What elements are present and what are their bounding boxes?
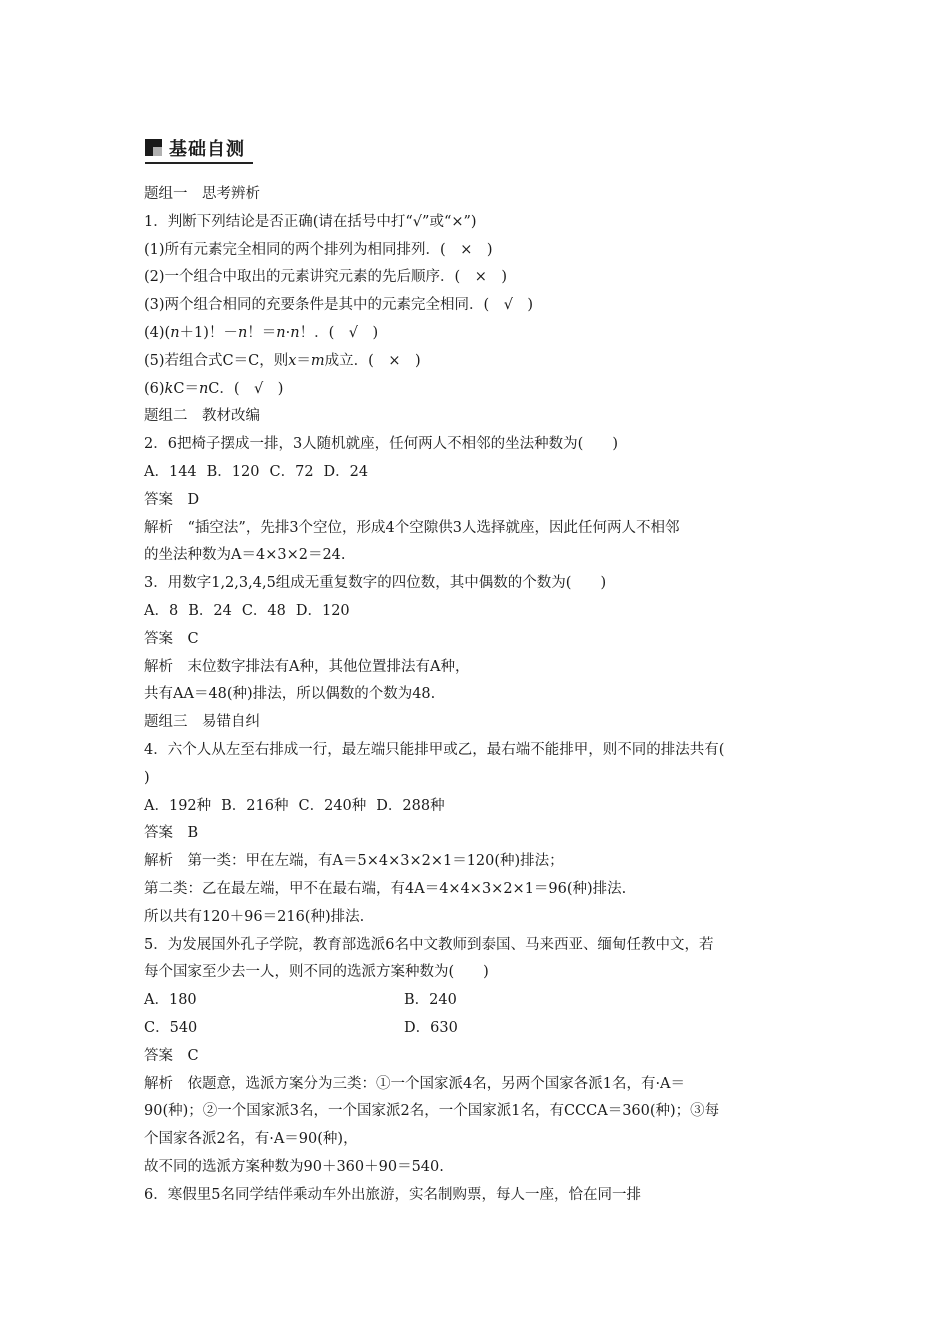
question-1-stem: 1．判断下列结论是否正确(请在括号中打“√”或“×”)	[144, 213, 477, 230]
question-1-item-2: (2)一个组合中取出的元素讲究元素的先后顺序．( × )	[144, 269, 508, 286]
question-3-stem: 3．用数字1,2,3,4,5组成无重复数字的四位数，其中偶数的个数为( )	[144, 575, 607, 592]
option-b: B．240	[404, 992, 457, 1009]
option-a: A．8	[144, 602, 179, 619]
question-5-stem-1: 5．为发展国外孔子学院，教育部选派6名中文教师到泰国、马来西亚、缅甸任教中文，若	[144, 936, 714, 953]
question-1-item-6: (6)kC＝nC．( √ )	[144, 380, 284, 397]
question-1-item-1: (1)所有元素完全相同的两个排列为相同排列．( × )	[144, 241, 493, 258]
exercise-content	[144, 181, 809, 1209]
question-3-answer: 答案 C	[144, 630, 199, 647]
question-2-analysis-1: 解析 “插空法”，先排3个空位，形成4个空隙供3人选择就座，因此任何两人不相邻	[144, 519, 680, 536]
question-4-stem-2: )	[144, 769, 150, 786]
question-4-analysis-2: 第二类：乙在最左端，甲不在最右端，有4A＝4×4×3×2×1＝96(种)排法.	[144, 880, 627, 897]
question-2-answer: 答案 D	[144, 491, 200, 508]
question-1-item-5: (5)若组合式C＝C，则x＝m成立．( × )	[144, 352, 421, 369]
option-b: B．216种	[221, 797, 289, 814]
question-5-options-row-1	[144, 987, 809, 1015]
question-2-stem: 2．6把椅子摆成一排，3人随机就座，任何两人不相邻的坐法种数为( )	[144, 436, 618, 453]
question-4-stem-1: 4．六个人从左至右排成一行，最左端只能排甲或乙，最右端不能排甲，则不同的排法共有(	[144, 741, 725, 758]
option-c: C．240种	[298, 797, 367, 814]
question-2-options	[144, 459, 809, 487]
question-3-options	[144, 598, 809, 626]
option-d: D．288种	[376, 797, 445, 814]
question-4-options	[144, 793, 809, 821]
option-b: B．120	[206, 463, 260, 480]
group-heading-2: 题组二 教材改编	[144, 408, 260, 425]
option-c: C．72	[269, 463, 314, 480]
group-heading-3: 题组三 易错自纠	[144, 714, 260, 731]
question-3-analysis-2: 共有AA＝48(种)排法，所以偶数的个数为48.	[144, 686, 436, 703]
option-d: D．630	[404, 1019, 458, 1036]
question-5-analysis-4: 故不同的选派方案种数为90＋360＋90＝540.	[144, 1158, 444, 1175]
question-6-stem-1: 6．寒假里5名同学结伴乘动车外出旅游，实名制购票，每人一座，恰在同一排	[144, 1186, 641, 1203]
question-5-analysis-2: 90(种)；②一个国家派3名，一个国家派2名，一个国家派1名，有CCCA＝360(种)；③每	[144, 1103, 720, 1120]
group-heading-1: 题组一 思考辨析	[144, 186, 260, 202]
section-square-icon	[145, 139, 162, 156]
question-5-analysis-1: 解析 依题意，选派方案分为三类：①一个国家派4名，另两个国家各派1名，有·A＝	[144, 1075, 686, 1092]
question-3-analysis-1: 解析 末位数字排法有A种，其他位置排法有A种，	[144, 658, 470, 675]
question-2-analysis-2: 的坐法种数为A＝4×3×2＝24.	[144, 547, 346, 564]
question-4-answer: 答案 B	[144, 825, 199, 842]
option-b: B．24	[188, 602, 232, 619]
question-4-analysis-3: 所以共有120＋96＝216(种)排法.	[144, 908, 365, 925]
option-d: D．24	[323, 463, 369, 480]
question-5-stem-2: 每个国家至少去一人，则不同的选派方案种数为( )	[144, 964, 489, 981]
question-1-item-3: (3)两个组合相同的充要条件是其中的元素完全相同．( √ )	[144, 297, 534, 314]
question-5-options-row-2	[144, 1015, 809, 1043]
question-4-analysis-1: 解析 第一类：甲在左端，有A＝5×4×3×2×1＝120(种)排法；	[144, 853, 564, 870]
option-c: C．48	[241, 602, 286, 619]
option-a: A．144	[144, 463, 197, 480]
question-5-answer: 答案 C	[144, 1047, 199, 1064]
option-c: C．540	[144, 1019, 198, 1036]
option-a: A．180	[144, 992, 197, 1009]
option-a: A．192种	[144, 797, 212, 814]
section-header	[145, 136, 253, 164]
question-1-item-4: (4)(n＋1)！－n！＝n·n！．( √ )	[144, 324, 379, 341]
section-title: 基础自测	[169, 139, 245, 160]
option-d: D．120	[295, 602, 350, 619]
question-5-analysis-3: 个国家各派2名，有·A＝90(种)，	[144, 1131, 358, 1148]
